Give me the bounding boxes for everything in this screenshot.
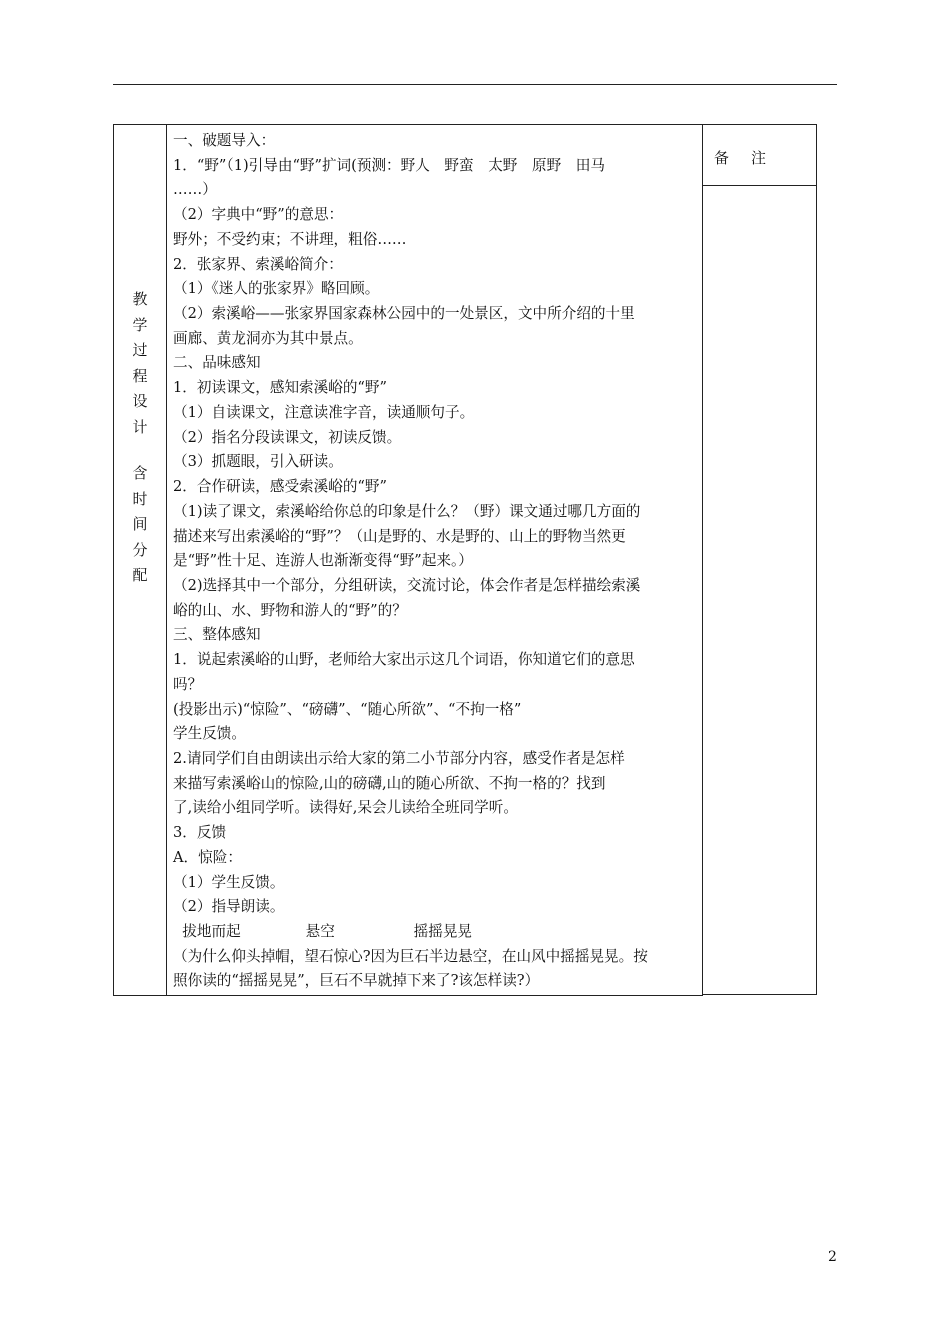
content-line: 野外；不受约束；不讲理，粗俗…… [173, 230, 407, 248]
notes-header-cell [702, 124, 817, 186]
side-char: 程 [132, 366, 148, 385]
content-line: 了,读给小组同学听。读得好,呆会儿读给全班同学听。 [173, 799, 518, 817]
section-label-cell [113, 124, 167, 996]
side-char: 过 [132, 341, 148, 359]
content-line: （1）自读课文，注意读准字音，读通顺句子。 [173, 403, 475, 421]
content-line: 2．合作研读，感受索溪峪的“野” [173, 478, 387, 496]
content-line: 峪的山、水、野物和游人的“野”的？ [173, 601, 407, 619]
lesson-plan-table [113, 124, 817, 996]
content-line: (投影出示)“惊险”、“磅礴”、“随心所欲”、“不拘一格” [173, 700, 522, 718]
content-line: 学生反馈。 [173, 725, 246, 743]
content-line: （2）字典中“野”的意思： [173, 206, 344, 224]
content-line: 1．初读课文，感知索溪峪的“野” [173, 379, 387, 397]
content-line: 三、整体感知 [173, 626, 261, 644]
content-line: 3．反馈 [173, 824, 227, 842]
section-label-process [114, 287, 166, 440]
side-char: 含 [132, 464, 148, 482]
side-char: 教 [132, 290, 148, 308]
content-line: （3）抓题眼，引入研读。 [173, 453, 343, 471]
content-line: 2.请同学们自由朗读出示给大家的第二小节部分内容，感受作者是怎样 [173, 749, 625, 767]
content-line: （1)读了课文，索溪峪给你总的印象是什么？（野）课文通过哪几方面的 [173, 502, 641, 520]
content-line: 一、破题导入： [173, 132, 276, 149]
content-cell [166, 124, 703, 996]
side-char: 配 [132, 566, 148, 584]
content-line: （1）学生反馈。 [173, 873, 285, 891]
content-line: ……） [173, 181, 217, 199]
content-line: 1．说起索溪峪的山野，老师给大家出示这几个词语，你知道它们的意思 [173, 651, 635, 669]
content-line: 吗？ [173, 675, 203, 693]
content-line: 1．“野”（1)引导由“野”扩词(预测：野人 野蛮 太野 原野 田马 [173, 156, 605, 174]
content-line: 照你读的“摇摇晃晃”，巨石不早就掉下来了?该怎样读?） [173, 972, 540, 990]
section-label-time [114, 461, 166, 589]
content-line: （2)选择其中一个部分，分组研读，交流讨论，体会作者是怎样描绘索溪 [173, 576, 641, 594]
content-line: （2）指名分段读课文，初读反馈。 [173, 428, 402, 446]
lesson-content [173, 129, 698, 994]
side-char: 间 [132, 515, 148, 533]
page-number: 2 [828, 1249, 837, 1265]
content-line: （1）《迷人的张家界》略回顾。 [173, 280, 380, 298]
notes-label: 备注 [714, 149, 789, 167]
notes-cell [702, 185, 817, 995]
side-char: 时 [132, 489, 148, 508]
content-line: 二、品味感知 [173, 354, 261, 372]
side-char: 设 [132, 392, 148, 410]
content-line: 画廊、黄龙洞亦为其中景点。 [173, 329, 363, 347]
content-line: A．惊险： [173, 848, 242, 866]
content-line: 拔地而起 悬空 摇摇晃晃 [173, 923, 473, 940]
content-line: 2．张家界、索溪峪简介： [173, 255, 343, 273]
content-line: （2）指导朗读。 [173, 898, 285, 916]
content-line: 是“野”性十足、连游人也渐渐变得“野”起来。） [173, 552, 473, 570]
side-char: 计 [132, 417, 148, 436]
side-char: 学 [132, 315, 148, 334]
content-line: 描述来写出索溪峪的“野”？（山是野的、水是野的、山上的野物当然更 [173, 527, 626, 545]
side-char: 分 [132, 540, 148, 559]
content-line: （为什么仰头掉帽，望石惊心?因为巨石半边悬空，在山风中摇摇晃晃。按 [173, 947, 648, 965]
content-line: （2）索溪峪——张家界国家森林公园中的一处景区，文中所介绍的十里 [173, 305, 635, 323]
content-line: 来描写索溪峪山的惊险,山的磅礴,山的随心所欲、不拘一格的？找到 [173, 774, 606, 792]
header-rule [113, 84, 837, 85]
